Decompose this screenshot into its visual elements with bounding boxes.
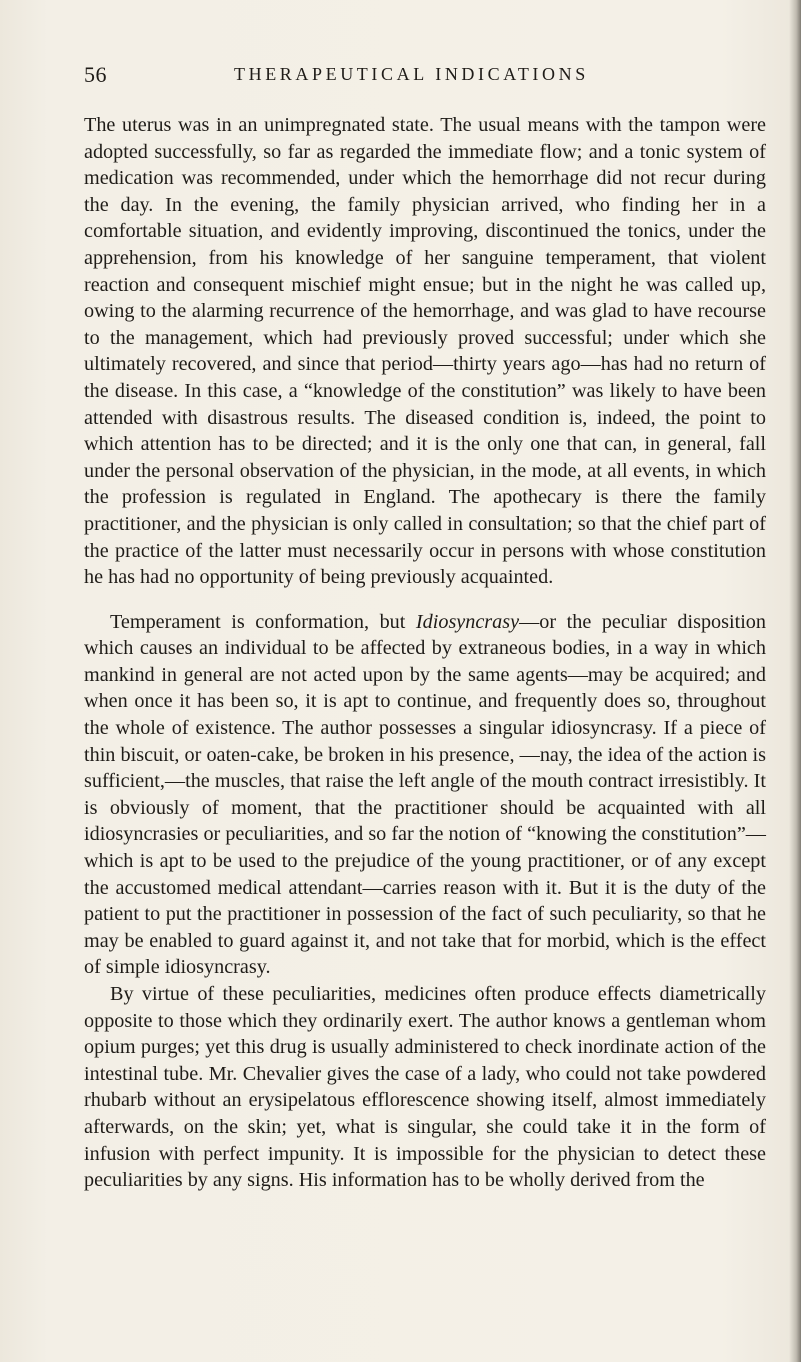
body-text: [84, 112, 766, 1194]
page-edge-shadow: [789, 0, 801, 1362]
paragraph-temperament-lead: Temperament is conformation, but: [110, 610, 416, 633]
page-number: 56: [84, 62, 107, 87]
paragraph-uterus-case: The uterus was in an unimpregnated state. The usual means with the tampon were adopted successfully, so far as regarded the immediate flow; and a tonic system of medication was recommended, under which the hemorrhage did not recur during the day. In the evening, the family physician arrived, who finding her in a comfortable situation, and evidently improving, discontinued the tonics, under the apprehension, from his knowledge of her sanguine temperament, that violent reaction and consequent mischief might ensue; but in the night he was called up, owing to the alarming recurrence of the hemorrhage, and was glad to have recourse to the management, which had previously proved successful; under which she ultimately recovered, and since that period—thirty years ago—has had no return of the disease. In this case, a “knowledge of the constitution” was likely to have been attended with disastrous results. The diseased condition is, indeed, the point to which attention has to be directed; and it is the only one that can, in general, fall under the personal observation of the physician, in the mode, at all events, in which the profession is regulated in England. The apothecary is there the family practitioner, and the physician is only called in consultation; so that the chief part of the practice of the latter must necessarily occur in persons with whose constitution he has had no opportunity of being previously acquainted.: [84, 114, 766, 589]
paragraph-temperament: [84, 609, 766, 981]
running-head: THERAPEUTICAL INDICATIONS: [234, 64, 589, 84]
idiosyncrasy-term: Idiosyncrasy: [415, 610, 520, 633]
paragraph-peculiarities: By virtue of these peculiarities, medicines often produce effects diametrically opposite to those which they ordinarily exert. The author knows a gentleman whom opium purges; yet this drug is usually administered to check inordinate action of the intestinal tube. Mr. Chevalier gives the case of a lady, who could not take powdered rhubarb without an erysipelatous efflorescence showing itself, almost immediately afterwards, on the skin; yet, what is singular, she could take it in the form of infusion with perfect impunity. It is impossible for the physician to detect these peculiarities by any signs. His information has to be wholly derived from the: [84, 983, 766, 1192]
page-header: [84, 62, 764, 92]
paragraph-temperament-rest: —or the peculiar disposition which causes an individual to be affected by extraneous bodies, in a way in which mankind in general are not acted upon by the same agents—may be acquired; and when once it has been so, it is apt to continue, and frequently does so, throughout the whole of existence. The author possesses a singular idiosyncrasy. If a piece of thin biscuit, or oaten-cake, be broken in his presence, —nay, the idea of the action is sufficient,—the muscles, that raise the left angle of the mouth contract irresistibly. It is obviously of moment, that the practitioner should be acquainted with all idiosyncrasies or peculiarities, and so far the notion of “knowing the constitution”—which is apt to be used to the prejudice of the young practitioner, or of any except the accustomed medical attendant—carries reason with it. But it is the duty of the patient to put the practitioner in possession of the fact of such peculiarity, so that he may be enabled to guard against it, and not take that for morbid, which is the effect of simple idiosyncrasy.: [84, 610, 766, 979]
